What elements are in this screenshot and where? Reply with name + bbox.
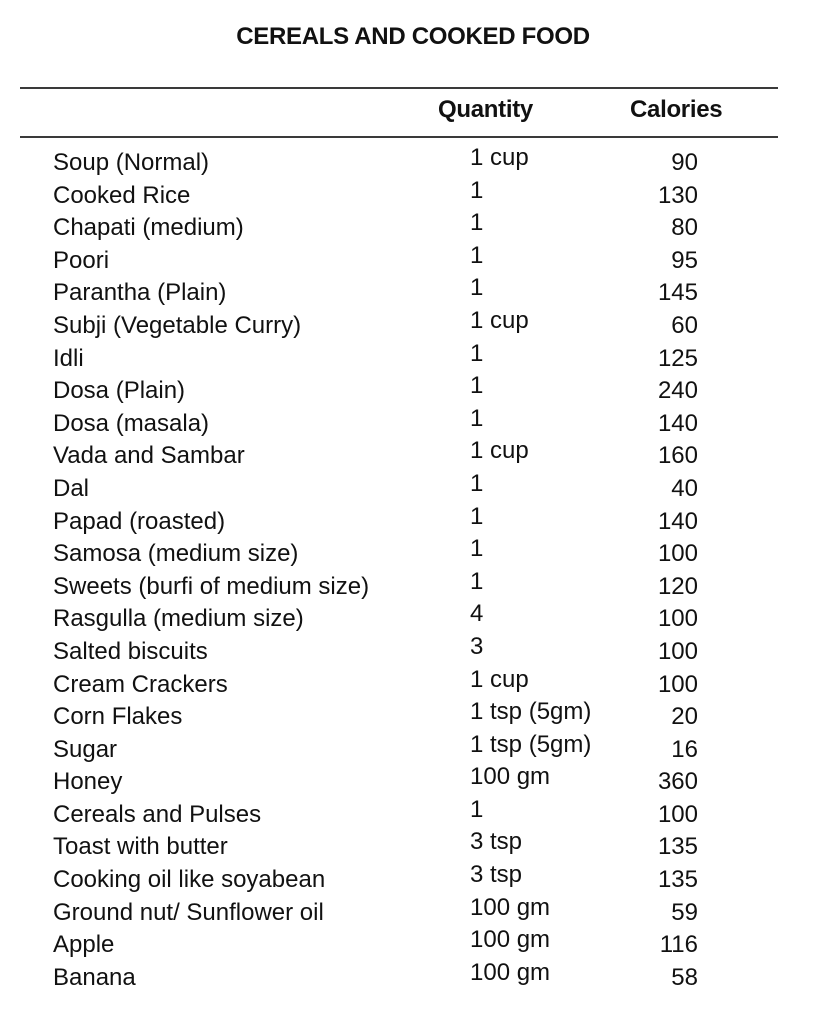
food-name-cell: Cooking oil like soyabean: [53, 866, 326, 894]
calories-cell: 80: [671, 214, 698, 242]
food-name-cell: Parantha (Plain): [53, 279, 227, 307]
table-row: [0, 795, 826, 832]
food-name-cell: Cream Crackers: [53, 670, 228, 698]
food-name-cell: Salted biscuits: [53, 637, 208, 665]
calories-cell: 90: [671, 149, 698, 176]
quantity-cell: 1 tsp (5gm): [470, 730, 592, 758]
food-name-cell: Poori: [53, 246, 110, 274]
food-name-cell: Apple: [53, 931, 115, 959]
food-name-cell: Cooked Rice: [53, 181, 191, 209]
table-row: [0, 502, 826, 539]
food-name-cell: Sugar: [53, 735, 118, 763]
table-row: [0, 632, 826, 669]
quantity-cell: 1: [470, 502, 484, 530]
table-row: [0, 893, 826, 930]
calories-cell: 100: [657, 637, 698, 665]
table-row: [0, 306, 826, 343]
table-row: [0, 339, 826, 376]
food-name-cell: Rasgulla (medium size): [53, 605, 304, 633]
food-name-cell: Honey: [53, 768, 123, 796]
food-name-cell: Subji (Vegetable Curry): [53, 311, 302, 339]
quantity-cell: 4: [470, 600, 484, 628]
calories-cell: 140: [657, 409, 698, 437]
quantity-cell: 3 tsp: [470, 861, 523, 889]
calories-cell: 140: [657, 507, 698, 535]
table-row: [0, 828, 826, 864]
column-header-quantity: Quantity: [438, 96, 533, 123]
quantity-cell: 1 cup: [470, 144, 529, 171]
quantity-cell: 1: [470, 795, 484, 823]
quantity-cell: 3 tsp: [470, 828, 523, 856]
quantity-cell: 1: [470, 176, 484, 204]
quantity-cell: 100 gm: [470, 763, 551, 791]
table-row: [0, 535, 826, 571]
table-row: [0, 600, 826, 636]
calories-cell: 360: [657, 768, 698, 796]
quantity-cell: 3: [470, 632, 484, 660]
quantity-cell: 100 gm: [470, 958, 551, 986]
calories-cell: 16: [671, 735, 698, 763]
food-name-cell: Dal: [53, 474, 90, 502]
quantity-cell: 100 gm: [470, 893, 551, 921]
calories-cell: 240: [657, 377, 698, 405]
table-row: [0, 404, 826, 441]
calories-cell: 58: [671, 963, 698, 991]
quantity-cell: 1 cup: [470, 665, 529, 693]
table-row: [0, 372, 826, 408]
calories-cell: 59: [671, 898, 698, 926]
quantity-cell: 100 gm: [470, 926, 551, 954]
calories-cell: 120: [657, 572, 698, 600]
table-row: [0, 665, 826, 702]
calories-cell: 145: [657, 279, 698, 307]
calories-cell: 100: [657, 670, 698, 698]
table-row: [0, 274, 826, 310]
calories-cell: 125: [657, 344, 698, 372]
calories-cell: 100: [657, 800, 698, 828]
table-row: [0, 567, 826, 604]
quantity-cell: 1: [470, 404, 484, 432]
table-row: [0, 437, 826, 473]
calories-cell: 95: [671, 246, 698, 274]
quantity-cell: 1: [470, 241, 484, 269]
table-row: [0, 241, 826, 278]
calories-cell: 20: [671, 703, 698, 731]
food-name-cell: Sweets (burfi of medium size): [53, 572, 370, 600]
food-name-cell: Chapati (medium): [53, 214, 244, 242]
table-row: [0, 763, 826, 799]
table-header-rule: [20, 136, 778, 138]
table-row: [0, 176, 826, 213]
page-title: CEREALS AND COOKED FOOD: [236, 23, 590, 50]
column-header-calories: Calories: [630, 96, 723, 123]
table-row: [0, 209, 826, 245]
calories-cell: 100: [657, 605, 698, 633]
food-name-cell: Papad (roasted): [53, 507, 226, 535]
quantity-cell: 1: [470, 469, 484, 497]
food-name-cell: Corn Flakes: [53, 703, 183, 731]
calorie-table-body: [0, 144, 826, 994]
food-name-cell: Dosa (masala): [53, 409, 210, 437]
quantity-cell: 1: [470, 372, 484, 400]
quantity-cell: 1 cup: [470, 437, 529, 465]
table-row: [0, 926, 826, 962]
table-top-rule: [20, 87, 778, 89]
table-row: [0, 469, 826, 506]
quantity-cell: 1: [470, 274, 484, 302]
food-name-cell: Toast with butter: [53, 833, 228, 861]
quantity-cell: 1: [470, 209, 484, 237]
food-name-cell: Vada and Sambar: [53, 442, 245, 470]
calories-cell: 100: [657, 540, 698, 568]
quantity-cell: 1: [470, 567, 484, 595]
table-row: [0, 861, 826, 897]
food-name-cell: Cereals and Pulses: [53, 800, 262, 828]
food-name-cell: Idli: [53, 344, 84, 372]
table-row: [0, 730, 826, 767]
quantity-cell: 1 cup: [470, 306, 529, 334]
quantity-cell: 1 tsp (5gm): [470, 698, 592, 726]
quantity-cell: 1: [470, 339, 484, 367]
food-name-cell: Samosa (medium size): [53, 540, 299, 568]
calories-cell: 40: [671, 474, 698, 502]
table-row: [0, 698, 826, 734]
food-name-cell: Banana: [53, 963, 136, 991]
table-row: [0, 144, 826, 180]
calories-cell: 60: [671, 311, 698, 339]
table-row: [0, 958, 826, 995]
food-name-cell: Soup (Normal): [53, 149, 210, 176]
calories-cell: 130: [657, 181, 698, 209]
calories-cell: 116: [659, 931, 698, 959]
calories-cell: 160: [657, 442, 698, 470]
food-name-cell: Ground nut/ Sunflower oil: [53, 898, 324, 926]
calories-cell: 135: [657, 866, 698, 894]
food-name-cell: Dosa (Plain): [53, 377, 186, 405]
quantity-cell: 1: [470, 535, 484, 563]
calories-cell: 135: [657, 833, 698, 861]
